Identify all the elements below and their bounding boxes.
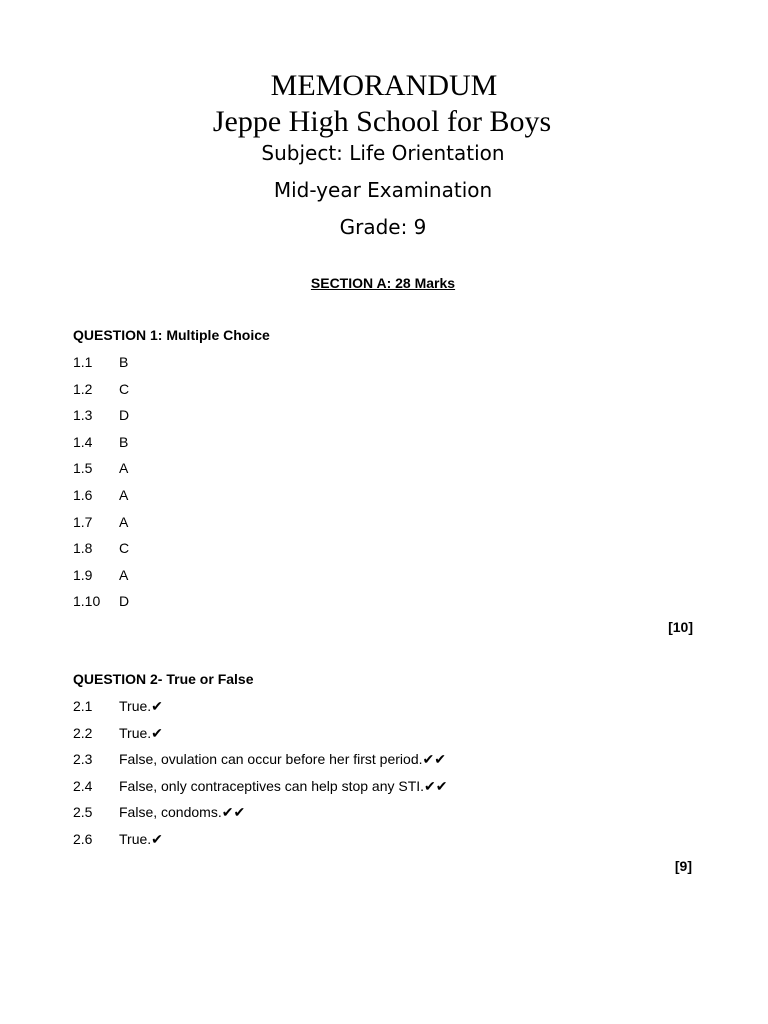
grade-line: Grade: 9	[339, 215, 427, 239]
answer-number: 2.6	[73, 830, 93, 847]
question-1-heading: QUESTION 1: Multiple Choice	[73, 327, 270, 343]
answer-row	[73, 803, 448, 830]
section-a-title: SECTION A: 28 Marks	[310, 275, 456, 291]
answer-text: False, only contraceptives can help stop any STI.✔✔	[119, 777, 448, 794]
answer-text: C	[119, 380, 130, 397]
answer-row	[73, 486, 129, 513]
answer-row	[73, 406, 129, 433]
answer-number: 2.3	[73, 751, 93, 768]
answer-text: True.✔	[119, 724, 163, 741]
answer-row	[73, 513, 129, 540]
answer-row	[73, 353, 129, 380]
question-2-answers	[73, 697, 448, 857]
answer-text: A	[119, 566, 129, 583]
subject-line: Subject: Life Orientation	[261, 141, 505, 165]
question-2-heading: QUESTION 2- True or False	[73, 671, 254, 687]
answer-text: True.✔	[119, 830, 163, 847]
answer-number: 1.1	[73, 354, 93, 370]
answer-number: 2.1	[73, 698, 93, 714]
answer-number: 1.8	[73, 540, 93, 557]
answer-number: 1.3	[73, 407, 93, 424]
answer-row	[73, 433, 129, 460]
question-2-total: [9]	[674, 858, 692, 874]
answer-row	[73, 777, 448, 804]
answer-number: 2.4	[73, 777, 93, 794]
answer-text: A	[119, 486, 129, 503]
question-1-answers	[73, 353, 129, 619]
answer-text: False, condoms.✔✔	[119, 804, 246, 821]
answer-text: C	[119, 540, 130, 557]
answer-number: 1.4	[73, 433, 93, 450]
answer-number: 2.5	[73, 804, 93, 821]
answer-text: D	[119, 407, 130, 424]
answer-row	[73, 830, 448, 857]
answer-text: B	[119, 354, 129, 370]
exam-line: Mid-year Examination	[273, 178, 493, 202]
answer-text: D	[119, 593, 130, 610]
answer-row	[73, 539, 129, 566]
question-1-total: [10]	[668, 619, 693, 635]
answer-text: B	[119, 433, 129, 450]
answer-text: False, ovulation can occur before her first period.✔✔	[119, 751, 446, 768]
answer-number: 1.7	[73, 513, 93, 530]
answer-number: 1.2	[73, 380, 93, 397]
answer-row	[73, 592, 129, 619]
answer-text: True.✔	[119, 698, 163, 714]
answer-number: 2.2	[73, 724, 93, 741]
school-name: Jeppe High School for Boys	[212, 105, 552, 138]
answer-row	[73, 380, 129, 407]
answer-number: 1.5	[73, 460, 93, 477]
answer-row	[73, 566, 129, 593]
answer-row	[73, 750, 448, 777]
answer-number: 1.10	[73, 593, 101, 610]
answer-number: 1.6	[73, 486, 93, 503]
answer-number: 1.9	[73, 566, 93, 583]
answer-row	[73, 697, 448, 724]
document-title: MEMORANDUM	[270, 69, 498, 102]
answer-text: A	[119, 513, 129, 530]
answer-text: A	[119, 460, 129, 477]
answer-row	[73, 459, 129, 486]
answer-row	[73, 724, 448, 751]
